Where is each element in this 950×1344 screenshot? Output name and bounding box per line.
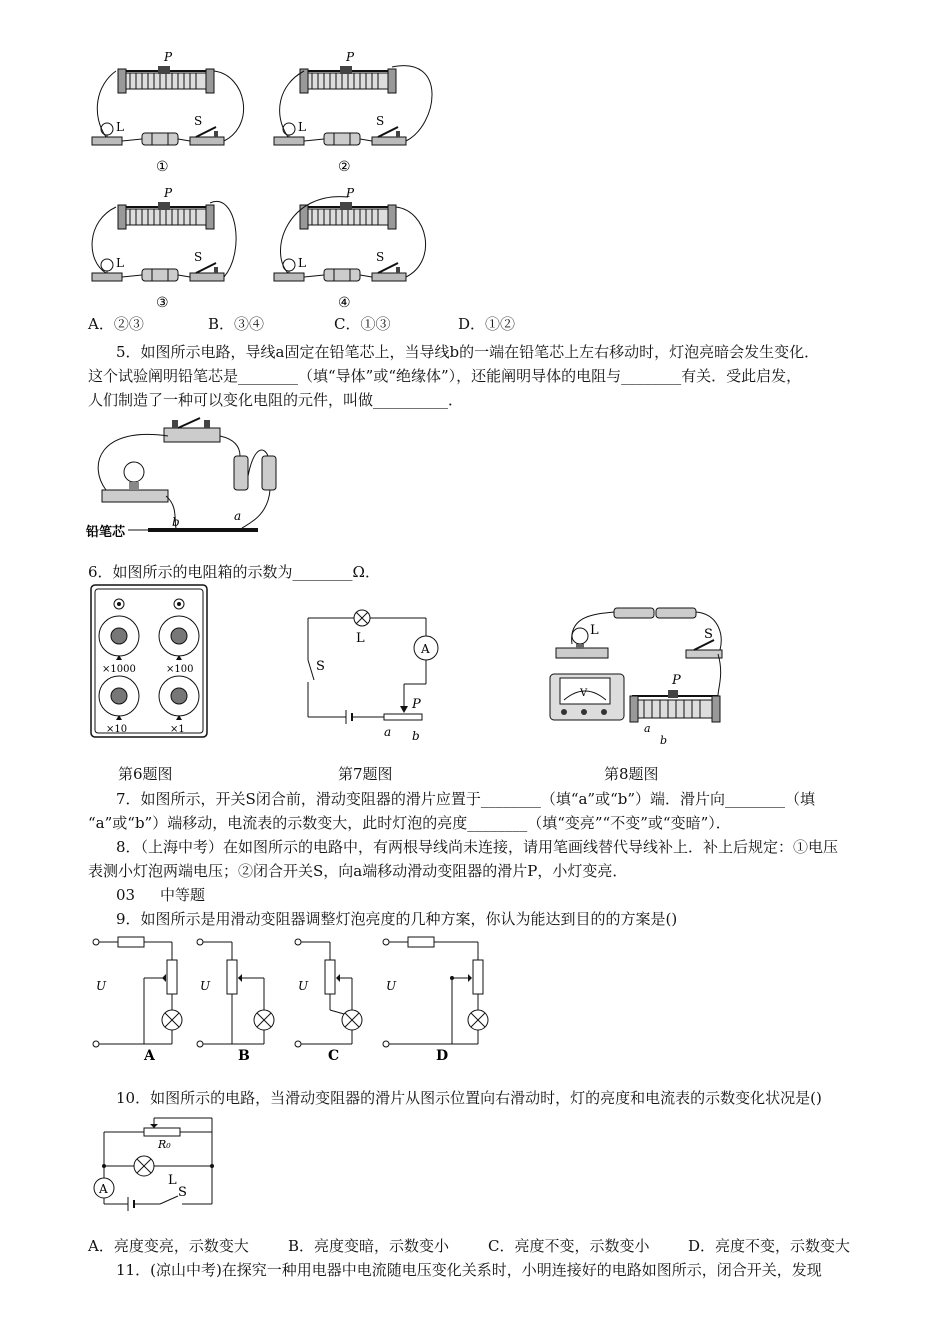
svg-text:a: a (644, 722, 651, 735)
svg-text:B: B (238, 1048, 250, 1064)
svg-text:a: a (384, 725, 392, 739)
svg-text:P: P (412, 697, 421, 712)
q9-circuit-a (93, 937, 182, 1064)
q5-line-1: 5．如图所示电路，导线a固定在铅笔芯上，当导线b的一端在铅笔芯上左右移动时，灯泡亮暗会发生变化． (116, 343, 820, 361)
dial-label-10: ×10 (106, 724, 128, 735)
q8-circuit-figure (548, 604, 758, 750)
q5-pencil-circuit-figure (88, 416, 298, 548)
svg-text:P: P (672, 673, 681, 688)
svg-text:L: L (590, 623, 599, 638)
svg-text:L: L (356, 631, 365, 646)
q4-circuit-2 (274, 50, 432, 175)
svg-text:铅笔芯: 铅笔芯 (86, 525, 126, 540)
svg-text:R₀: R₀ (158, 1138, 171, 1151)
svg-text:P: P (346, 186, 355, 200)
svg-text:A: A (99, 1182, 108, 1196)
q9-circuits-figure (88, 934, 498, 1066)
svg-text:a: a (234, 509, 242, 523)
dial-label-1: ×1 (170, 724, 185, 735)
section-number: 03 (116, 886, 136, 904)
q4-circuit-3 (92, 186, 236, 311)
svg-text:L: L (298, 256, 306, 270)
svg-text:U: U (96, 979, 107, 993)
q9-circuit-c (295, 939, 362, 1064)
caption-fig-6: 第6题图 (118, 765, 173, 783)
svg-text:S: S (194, 114, 203, 128)
q9-text: 9．如图所示是用滑动变阻器调整灯泡亮度的几种方案，你认为能达到目的的方案是() (116, 910, 678, 928)
q6-resistance-box-figure (90, 584, 208, 738)
q4-fig-label-1: ① (156, 159, 169, 175)
svg-text:V: V (580, 688, 588, 699)
svg-text:P: P (164, 50, 173, 64)
q4-figure-grid (86, 50, 446, 315)
svg-text:A: A (421, 642, 430, 656)
q4-option-a: A．②③ (88, 315, 144, 333)
q4-option-b: B．③④ (208, 315, 265, 333)
caption-fig-8: 第8题图 (604, 765, 659, 783)
svg-text:S: S (316, 659, 325, 674)
svg-text:S: S (376, 114, 385, 128)
svg-text:b: b (412, 729, 420, 743)
svg-text:S: S (194, 250, 203, 264)
svg-text:S: S (376, 250, 385, 264)
q10-text: 10．如图所示的电路，当滑动变阻器的滑片从图示位置向右滑动时，灯的亮度和电流表的示数变化状况是() (116, 1089, 822, 1107)
svg-text:D: D (436, 1048, 449, 1064)
svg-text:U: U (386, 979, 397, 993)
q4-fig-label-3: ③ (156, 295, 169, 311)
svg-text:U: U (298, 979, 309, 993)
dial-label-1000: ×1000 (102, 664, 136, 675)
q9-circuit-b (197, 939, 274, 1064)
q4-fig-label-2: ② (338, 159, 351, 175)
q7-line-1: 7．如图所示，开关S闭合前，滑动变阻器的滑片应置于________（填“a”或“b”）端．滑片向________（填 (116, 790, 816, 808)
svg-text:P: P (164, 186, 173, 200)
q4-circuit-1 (92, 50, 244, 175)
q8-line-2: 表测小灯泡两端电压；②闭合开关S，向a端移动滑动变阻器的滑片P，小灯变亮． (88, 862, 628, 880)
svg-text:L: L (298, 120, 306, 134)
svg-text:b: b (172, 515, 180, 529)
q4-circuit-4 (274, 186, 426, 311)
q10-option-d: D．亮度不变，示数变大 (688, 1237, 851, 1255)
svg-text:b: b (660, 734, 668, 747)
caption-fig-7: 第7题图 (338, 765, 393, 783)
q10-circuit-figure (88, 1112, 218, 1218)
q5-line-3: 人们制造了一种可以变化电阻的元件，叫做__________． (88, 391, 464, 409)
q8-line-1: 8．（上海中考）在如图所示的电路中，有两根导线尚未连接，请用笔画线替代导线补上．补上后规定：①电压 (116, 838, 839, 856)
svg-text:S: S (178, 1185, 187, 1200)
svg-text:S: S (704, 627, 713, 642)
q7-line-2: “a”或“b”）端移动，电流表的示数变大，此时灯泡的亮度________（填“变亮”“不变”或“变暗”）． (88, 814, 731, 832)
q10-option-a: A．亮度变亮，示数变大 (88, 1237, 249, 1255)
q7-circuit-figure (300, 598, 450, 742)
q10-option-c: C．亮度不变，示数变小 (488, 1237, 650, 1255)
dial-label-100: ×100 (166, 664, 194, 675)
q5-line-2: 这个试验阐明铅笔芯是________（填“导体”或“绝缘体”），还能阐明导体的电阻与________有关．受此启发， (88, 367, 802, 385)
svg-text:P: P (346, 50, 355, 64)
svg-text:C: C (328, 1048, 340, 1064)
q9-circuit-d (383, 937, 488, 1064)
svg-text:U: U (200, 979, 211, 993)
q10-option-b: B．亮度变暗，示数变小 (288, 1237, 450, 1255)
q11-text: 11．(凉山中考)在探究一种用电器中电流随电压变化关系时，小明连接好的电路如图所示，闭合开关，发现 (116, 1261, 822, 1279)
q4-option-c: C．①③ (334, 315, 391, 333)
section-title: 中等题 (160, 886, 206, 904)
svg-text:L: L (116, 120, 124, 134)
q4-fig-label-4: ④ (338, 295, 351, 311)
svg-text:L: L (168, 1173, 177, 1188)
q4-option-d: D．①② (458, 315, 516, 333)
svg-text:A: A (144, 1048, 155, 1064)
svg-text:L: L (116, 256, 124, 270)
q6-text: 6．如图所示的电阻箱的示数为________Ω． (88, 563, 380, 581)
